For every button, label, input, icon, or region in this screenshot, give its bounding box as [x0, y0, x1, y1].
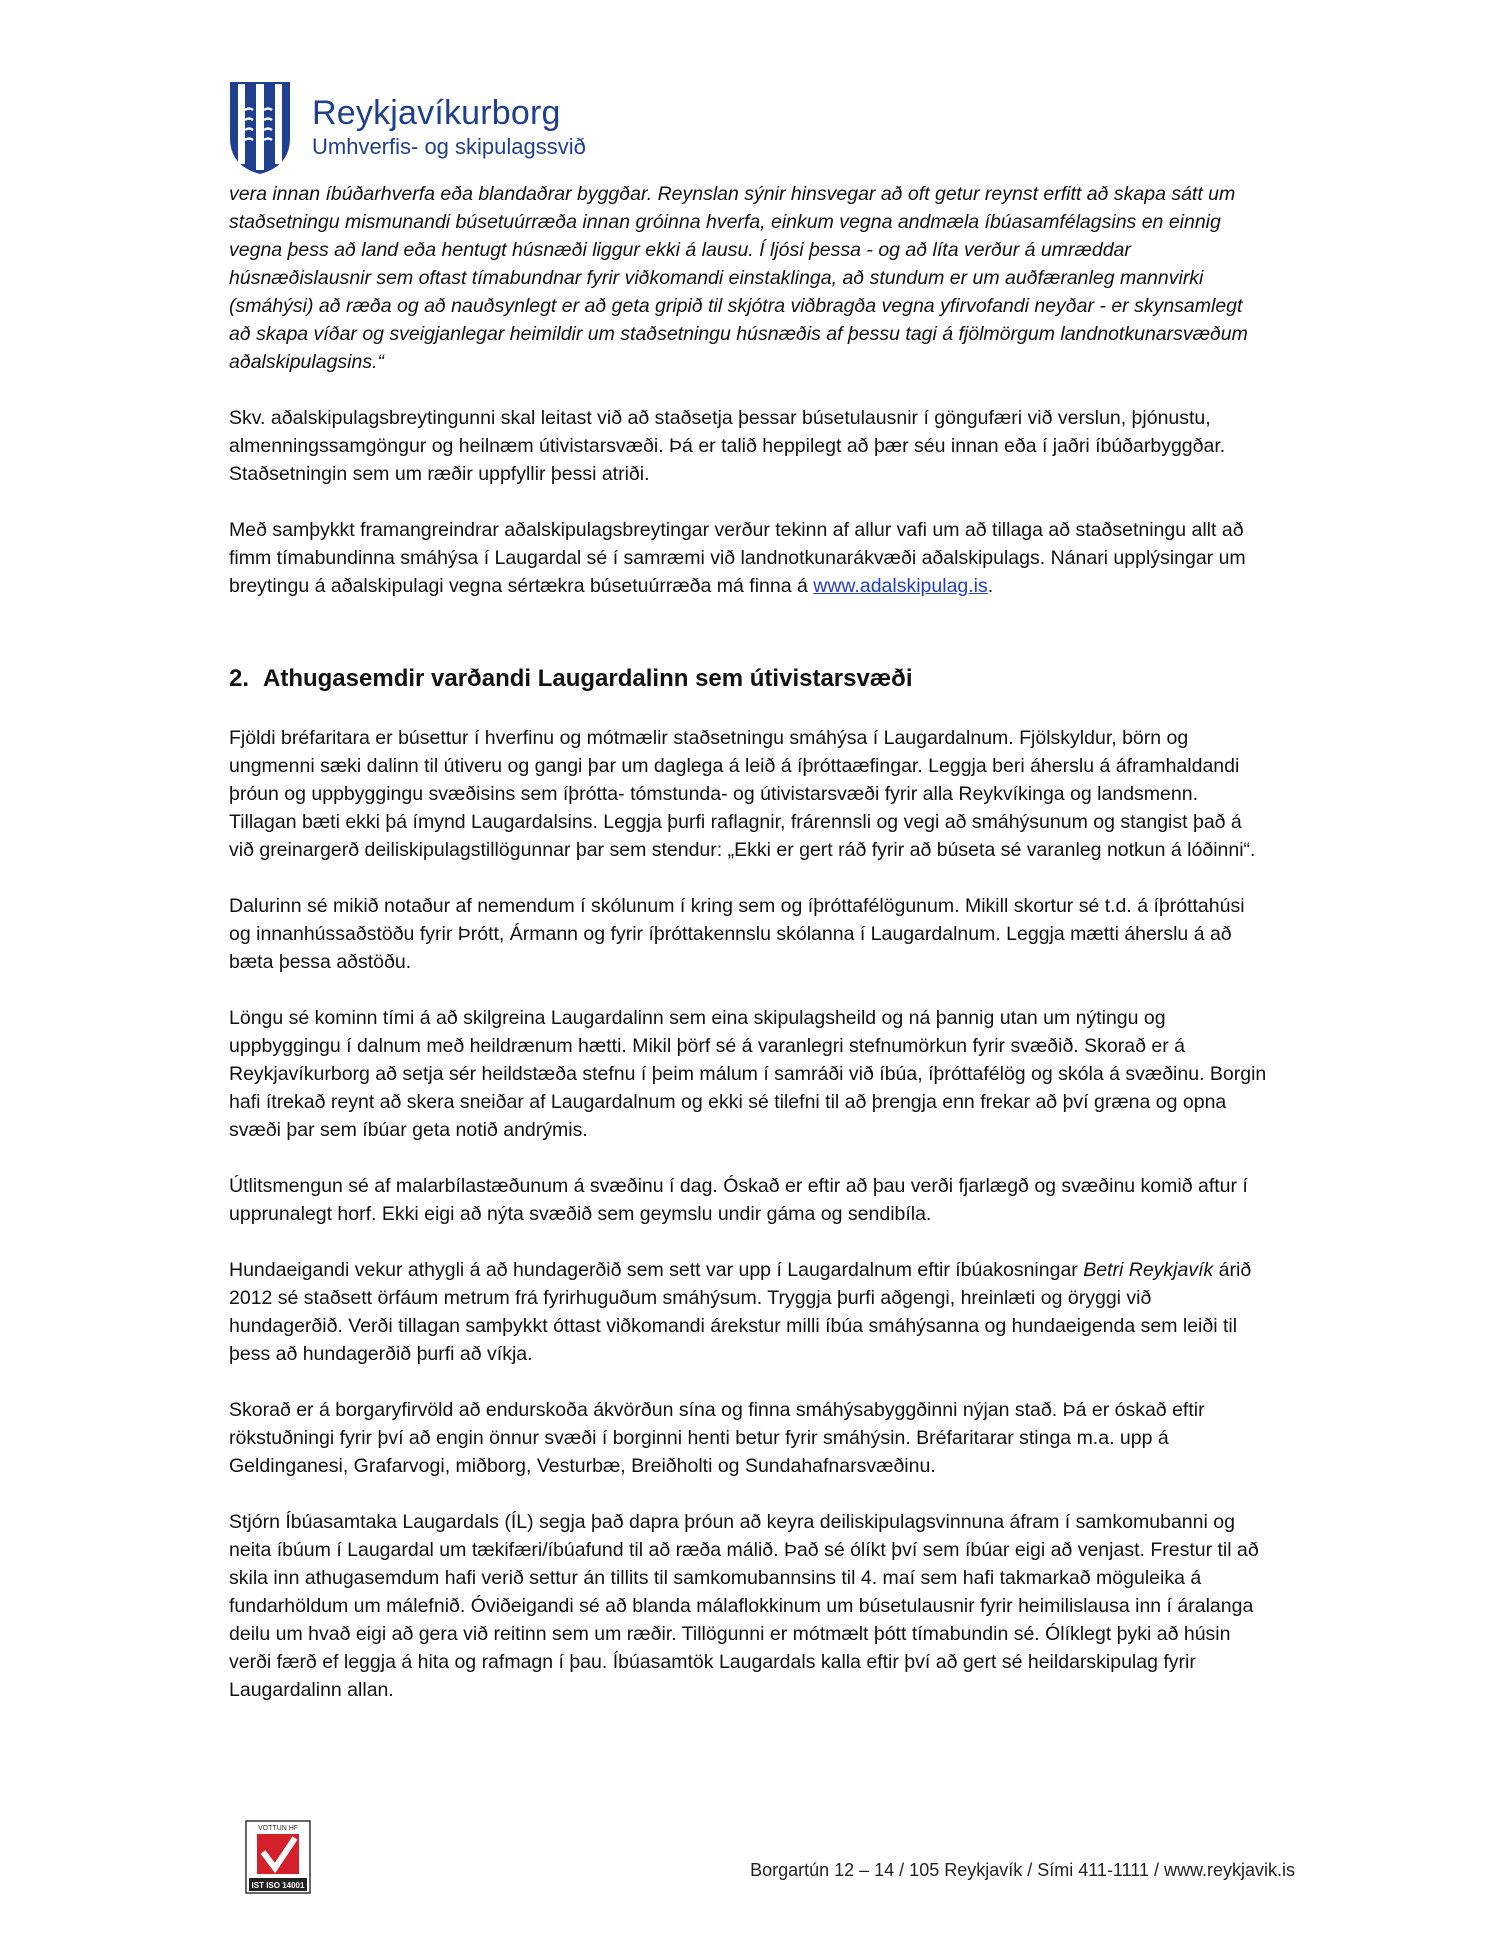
- paragraph-3: Fjöldi bréfaritara er búsettur í hverfinu og mótmælir staðsetningu smáhýsa í Laugardalnum. Fjölskyldur, börn og ungmenni sæki dalinn til útiveru og gangi þar um daglega á leið á íþróttaæfingar. Leggja beri áherslu á áframhaldandi þróun og uppbyggingu svæðisins sem íþrótta- tómstunda- og útivistarsvæði fyrir alla Reykvíkinga og landsmenn. Tillagan bæti ekki þá ímynd Laugardalsins. Leggja þurfi raflagnir, frárennsli og vegi að smáhýsunum og stangist það á við greinargerð deiliskipulagstillögunnar þar sem stendur: „Ekki er gert ráð fyrir að búseta sé varanleg notkun á lóðinni“.: [229, 727, 1256, 861]
- brand-block: [312, 94, 586, 160]
- paragraph-5: Löngu sé kominn tími á að skilgreina Laugardalinn sem eina skipulagsheild og ná þannig utan um nýtingu og uppbyggingu í dalnum með heildrænum hætti. Mikil þörf sé á varanlegri stefnumörkun fyrir svæðið. Skorað er á Reykjavíkurborg að setja sér heildstæða stefnu í þeim málum í samráði við íbúa, íþróttafélög og skóla á svæðinu. Borgin hafi ítrekað reynt að skera sneiðar af Laugardalnum og ekki sé tilefni til að þrengja enn frekar að því græna og opna svæði þar sem íbúar geta notið andrýmis.: [229, 1007, 1267, 1141]
- brand-subtitle: Umhverfis- og skipulagssvið: [312, 134, 586, 159]
- paragraph-4: Dalurinn sé mikið notaður af nemendum í skólunum í kring sem og íþróttafélögunum. Mikill skortur sé t.d. á íþróttahúsi og innanhússaðstöðu fyrir Þrótt, Ármann og fyrir íþróttakennslu skólanna í Laugardalnum. Leggja mætti áherslu á að bæta þessa aðstöðu.: [229, 895, 1245, 973]
- section-heading: [229, 664, 1269, 694]
- paragraph-2-end: .: [987, 575, 994, 597]
- paragraph-7-b: árið 2012 sé staðsett örfáum metrum frá fyrirhuguðum smáhýsum. Tryggja þurfi aðgengi, hreinlæti og öryggi við hundagerðið. Verði tillagan samþykkt óttast viðkomandi árekstur milli íbúa smáhýsanna og hundaeigenda sem leiði til þess að hundagerðið þurfi að víkja.: [229, 1259, 1252, 1365]
- section-number: 2.: [229, 665, 250, 692]
- footer-address: Borgartún 12 – 14 / 105 Reykjavík / Sími 411-1111 / www.reykjavik.is: [750, 1860, 1295, 1880]
- paragraph-8: Skorað er á borgaryfirvöld að endurskoða ákvörðun sína og finna smáhýsabyggðinni nýjan stað. Þá er óskað eftir rökstuðningi fyrir því að engin önnur svæði í borginni henti betur fyrir smáhýsin. Bréfaritarar stinga m.a. upp á Geldinganesi, Grafarvogi, miðborg, Vesturbæ, Breiðholti og Sundahafnarsvæðinu.: [229, 1399, 1205, 1477]
- section-title: Athugasemdir varðandi Laugardalinn sem útivistarsvæði: [263, 665, 913, 692]
- page-header: [228, 80, 586, 180]
- paragraph-2: [229, 516, 1269, 600]
- brand-name: Reykjavíkurborg: [312, 94, 561, 132]
- iso-top-text: VOTTUN HF: [257, 1825, 299, 1832]
- quote-continued-paragraph: vera innan íbúðarhverfa eða blandaðrar byggðar. Reynslan sýnir hinsvegar að oft getur reynst erfitt að skapa sátt um staðsetningu mismunandi búsetuúrræða innan gróinna hverfa, einkum vegna andmæla íbúasamfélagsins en einnig vegna þess að land eða hentugt húsnæði liggur ekki á lausu. Í ljósi þessa - og að líta verður á umræddar húsnæðislausnir sem oftast tímabundnar fyrir viðkomandi einstaklinga, að stundum er um auðfæranleg mannvirki (smáhýsi) að ræða og að nauðsynlegt er að geta gripið til skjótra viðbragða vegna yfirvofandi neyðar - er skynsamlegt að skapa víðar og sveigjanlegar heimildir um staðsetningu húsnæðis af þessu tagi á fjölmörgum landnotkunarsvæðum aðalskipulagsins.“: [229, 183, 1248, 373]
- paragraph-7: [229, 1256, 1269, 1368]
- iso-certification-logo: [245, 1820, 311, 1894]
- page-footer: [245, 1820, 1295, 1890]
- document-body: [229, 180, 1269, 1732]
- paragraph-7-italic: Betri Reykjavík: [1083, 1259, 1214, 1281]
- iso-bottom-text: IST ISO 14001: [251, 1881, 305, 1890]
- paragraph-6: Útlitsmengun sé af malarbílastæðunum á svæðinu í dag. Óskað er eftir að þau verði fjarlægð og svæðinu komið aftur í upprunalegt horf. Ekki eigi að nýta svæðið sem geymslu undir gáma og sendibíla.: [229, 1175, 1248, 1225]
- paragraph-7-a: Hundaeigandi vekur athygli á að hundagerðið sem sett var upp í Laugardalnum eftir íbúakosningar: [229, 1259, 1084, 1281]
- paragraph-1: Skv. aðalskipulagsbreytingunni skal leitast við að staðsetja þessar búsetulausnir í göngufæri við verslun, þjónustu, almenningssamgöngur og heilnæm útivistarsvæði. Þá er talið heppilegt að þær séu innan eða í jaðri íbúðarbyggðar. Staðsetningin sem um ræðir uppfyllir þessi atriði.: [229, 407, 1226, 485]
- reykjavik-shield-logo: [228, 80, 292, 176]
- paragraph-9: Stjórn Íbúasamtaka Laugardals (ÍL) segja það dapra þróun að keyra deiliskipulagsvinnuna áfram í samkomubanni og neita íbúum í Laugardal um tækifæri/íbúafund til að ræða málið. Það sé ólíkt því sem íbúar eigi að venjast. Frestur til að skila inn athugasemdum hafi verið settur án tillits til samkomubannsins til 4. maí sem hafi takmarkað möguleika á fundarhöldum um málefnið. Óviðeigandi sé að blanda málaflokkinum um búsetulausnir fyrir heimilislausa inn í áralanga deilu um hvað eigi að gera við reitinn sem um ræðir. Tillögunni er mótmælt þótt tímabundin sé. Ólíklegt þyki að húsin verði færð ef leggja á hita og rafmagn í þau. Íbúasamtök Laugardals kalla eftir því að gert sé heildarskipulag fyrir Laugardalinn allan.: [229, 1511, 1259, 1701]
- paragraph-2-text: Með samþykkt framangreindrar aðalskipulagsbreytingar verður tekinn af allur vafi um að tillaga að staðsetningu allt að fimm tímabundinna smáhýsa í Laugardal sé í samræmi við landnotkunarákvæði aðalskipulags. Nánari upplýsingar um breytingu á aðalskipulagi vegna sértækra búsetuúrræða má finna á: [229, 519, 1246, 597]
- adalskipulag-link[interactable]: www.adalskipulag.is: [813, 575, 988, 597]
